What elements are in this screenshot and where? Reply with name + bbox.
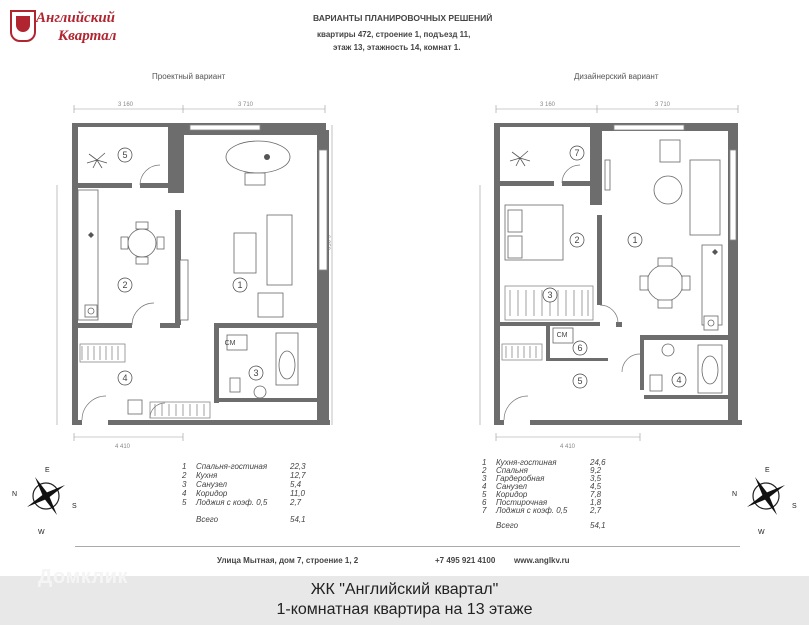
compass-s: S	[72, 503, 77, 510]
legend-name: Спальня	[496, 466, 528, 475]
legend-num: 2	[182, 471, 187, 480]
room2-label-1: 1	[632, 235, 638, 245]
plan-caption-project: Проектный вариант	[152, 72, 226, 81]
legend-total-label: Всего	[496, 521, 519, 530]
dim2-top-right: 3 710	[655, 102, 671, 108]
legend-num: 3	[182, 480, 187, 489]
legend-num: 1	[182, 462, 187, 471]
compass2-e: E	[765, 467, 770, 474]
dim2-top-left: 3 160	[540, 102, 556, 108]
compass-left	[10, 460, 90, 540]
document-title: ВАРИАНТЫ ПЛАНИРОВОЧНЫХ РЕШЕНИЙ	[313, 13, 493, 23]
legend-area: 24,6	[590, 458, 606, 467]
legend-area: 12,7	[290, 471, 306, 480]
legend-num: 4	[482, 482, 487, 491]
compass-n: N	[12, 491, 18, 498]
legend-name: Спальня-гостиная	[196, 462, 268, 471]
header-line-3: этаж 13, этажность 14, комнат 1.	[333, 43, 461, 52]
legend-name: Коридор	[496, 490, 528, 499]
legend-num: 4	[182, 489, 187, 498]
room-label-1: 1	[237, 280, 243, 290]
legend-project	[182, 462, 312, 532]
plant-icon	[87, 153, 107, 168]
room-label-2: 2	[122, 280, 128, 290]
legend-name: Постирочная	[496, 498, 548, 507]
room-label-3: 3	[253, 368, 259, 378]
footer-divider	[75, 546, 740, 547]
header-line-2: квартиры 472, строение 1, подъезд 11,	[317, 30, 471, 39]
room2-label-4: 4	[676, 375, 682, 385]
legend-total-label: Всего	[196, 515, 219, 524]
legend-area: 7,8	[590, 490, 602, 499]
caption-line-1: ЖК "Английский квартал"	[310, 581, 499, 598]
room2-label-3: 3	[547, 290, 553, 300]
compass-e: E	[45, 467, 50, 474]
brand-name-line1: Английский	[36, 10, 115, 26]
room2-label-2: 2	[574, 235, 580, 245]
room2-label-7: 7	[574, 148, 580, 158]
legend-name: Санузел	[196, 480, 228, 489]
watermark: Домклик	[38, 566, 129, 588]
dim-top-left: 3 160	[118, 102, 134, 108]
legend-num: 1	[482, 458, 487, 467]
legend-design	[482, 458, 612, 543]
legend-name: Кухня-гостиная	[496, 458, 557, 467]
legend-num: 2	[482, 466, 487, 475]
compass2-s: S	[792, 503, 797, 510]
legend-area: 4,5	[590, 482, 602, 491]
room-label-4: 4	[122, 373, 128, 383]
room-label-5: 5	[122, 150, 128, 160]
legend-area: 2,7	[590, 506, 602, 515]
legend-num: 6	[482, 498, 487, 507]
washer-label: СМ	[224, 340, 236, 347]
legend-name: Лоджия с коэф. 0,5	[196, 498, 268, 507]
compass-right	[730, 460, 809, 540]
legend-total-area: 54,1	[290, 515, 306, 524]
compass-w: W	[38, 529, 45, 536]
legend-area: 22,3	[290, 462, 306, 471]
plan-caption-design: Дизайнерский вариант	[574, 72, 659, 81]
room2-label-6: 6	[577, 343, 583, 353]
legend-area: 5,4	[290, 480, 302, 489]
dim-top-right: 3 710	[238, 102, 254, 108]
legend-num: 5	[482, 490, 487, 499]
legend-num: 3	[482, 474, 487, 483]
legend-name: Санузел	[496, 482, 528, 491]
compass2-w: W	[758, 529, 765, 536]
caption-line-2: 1-комнатная квартира на 13 этаже	[276, 601, 533, 618]
footer-address: Улица Мытная, дом 7, строение 1, 2	[217, 556, 359, 565]
legend-area: 1,8	[590, 498, 602, 507]
legend-area: 2,7	[290, 498, 302, 507]
legend-area: 9,2	[590, 466, 602, 475]
footer-phone: +7 495 921 4100	[435, 556, 496, 565]
room2-label-5: 5	[577, 376, 583, 386]
footer-site: www.anglkv.ru	[514, 556, 570, 565]
legend-name: Кухня	[196, 471, 218, 480]
brand-name-line2: Квартал	[58, 28, 117, 44]
washer2-label: СМ	[556, 332, 568, 339]
legend-area: 3,5	[590, 474, 602, 483]
legend-total-area: 54,1	[590, 521, 606, 530]
compass2-n: N	[732, 491, 738, 498]
dim-bottom: 4 410	[115, 444, 131, 450]
legend-name: Лоджия с коэф. 0,5	[496, 506, 568, 515]
legend-name: Коридор	[196, 489, 228, 498]
legend-num: 5	[182, 498, 187, 507]
legend-name: Гардеробная	[496, 474, 545, 483]
dim2-bottom: 4 410	[560, 444, 576, 450]
legend-area: 11,0	[290, 489, 305, 498]
plant-icon-2	[510, 151, 530, 166]
legend-num: 7	[482, 506, 487, 515]
